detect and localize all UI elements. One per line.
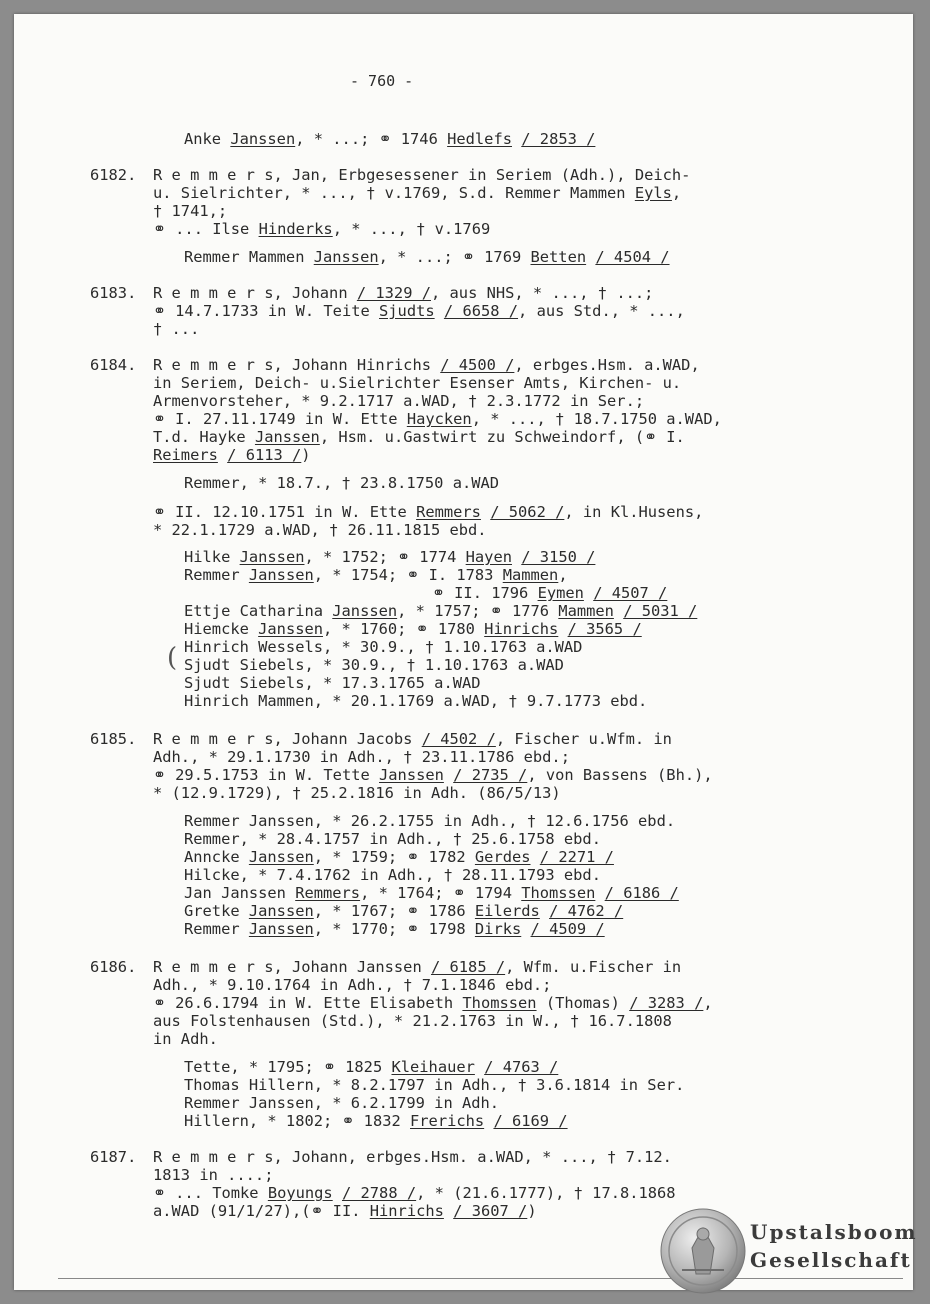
text-line: 1813 in ....; <box>153 1166 274 1184</box>
text-line: Hiemcke Janssen, * 1760; ⚭ 1780 Hinrichs / 3565 / <box>184 620 642 638</box>
text-line: in Seriem, Deich- u.Sielrichter Esenser Amts, Kirchen- u. <box>153 374 682 392</box>
text-line: Anncke Janssen, * 1759; ⚭ 1782 Gerdes / 2271 / <box>184 848 614 866</box>
text-line: Hilcke, * 7.4.1762 in Adh., † 28.11.1793 ebd. <box>184 866 601 884</box>
text-line: Reimers / 6113 /) <box>153 446 311 464</box>
entry-number: 6186. <box>90 958 137 976</box>
text-line: Sjudt Siebels, * 17.3.1765 a.WAD <box>184 674 481 692</box>
text-line: R e m m e r s, Jan, Erbgesessener in Seriem (Adh.), Deich- <box>153 166 691 184</box>
text-line: Thomas Hillern, * 8.2.1797 in Adh., † 3.6.1814 in Ser. <box>184 1076 685 1094</box>
text-line: Jan Janssen Remmers, * 1764; ⚭ 1794 Thomssen / 6186 / <box>184 884 679 902</box>
text-line: R e m m e r s, Johann Janssen / 6185 /, Wfm. u.Fischer in <box>153 958 682 976</box>
bracket-mark: ( <box>167 643 178 673</box>
text-line: ⚭ 29.5.1753 in W. Tette Janssen / 2735 /, von Bassens (Bh.), <box>153 766 713 784</box>
text-line: ⚭ 26.6.1794 in W. Ette Elisabeth Thomssen (Thomas) / 3283 /, <box>153 994 713 1012</box>
page-number: - 760 - <box>350 72 414 90</box>
text-line: ⚭ ... Tomke Boyungs / 2788 /, * (21.6.1777), † 17.8.1868 <box>153 1184 676 1202</box>
text-line: Hillern, * 1802; ⚭ 1832 Frerichs / 6169 / <box>184 1112 568 1130</box>
text-line: Remmer Janssen, * 6.2.1799 in Adh. <box>184 1094 500 1112</box>
footer-rule <box>58 1278 903 1279</box>
text-line: † 1741,; <box>153 202 228 220</box>
text-line: R e m m e r s, Johann / 1329 /, aus NHS, * ..., † ...; <box>153 284 654 302</box>
text-line: * (12.9.1729), † 25.2.1816 in Adh. (86/5/13) <box>153 784 561 802</box>
organization-name-line1: Upstalsboom <box>750 1220 918 1244</box>
entry-number: 6185. <box>90 730 137 748</box>
text-line: in Adh. <box>153 1030 218 1048</box>
text-line: * 22.1.1729 a.WAD, † 26.11.1815 ebd. <box>153 521 487 539</box>
text-line: R e m m e r s, Johann Jacobs / 4502 /, Fischer u.Wfm. in <box>153 730 672 748</box>
text-line: Tette, * 1795; ⚭ 1825 Kleihauer / 4763 / <box>184 1058 559 1076</box>
text-line: ⚭ II. 12.10.1751 in W. Ette Remmers / 5062 /, in Kl.Husens, <box>153 503 704 521</box>
text-line: Armenvorsteher, * 9.2.1717 a.WAD, † 2.3.1772 in Ser.; <box>153 392 645 410</box>
text-line: Hinrich Wessels, * 30.9., † 1.10.1763 a.WAD <box>184 638 583 656</box>
text-line: Anke Janssen, * ...; ⚭ 1746 Hedlefs / 2853 / <box>184 130 596 148</box>
text-line: Remmer Janssen, * 1770; ⚭ 1798 Dirks / 4509 / <box>184 920 605 938</box>
text-line: u. Sielrichter, * ..., † v.1769, S.d. Remmer Mammen Eyls, <box>153 184 682 202</box>
text-line: Remmer, * 18.7., † 23.8.1750 a.WAD <box>184 474 500 492</box>
text-line: ⚭ 14.7.1733 in W. Teite Sjudts / 6658 /, aus Std., * ..., <box>153 302 685 320</box>
entry-number: 6184. <box>90 356 137 374</box>
entry-number: 6187. <box>90 1148 137 1166</box>
text-line: Remmer Mammen Janssen, * ...; ⚭ 1769 Betten / 4504 / <box>184 248 670 266</box>
text-line: T.d. Hayke Janssen, Hsm. u.Gastwirt zu Schweindorf, (⚭ I. <box>153 428 685 446</box>
upstalsboom-seal-icon <box>660 1208 746 1294</box>
text-line: Adh., * 9.10.1764 in Adh., † 7.1.1846 ebd.; <box>153 976 552 994</box>
text-line: a.WAD (91/1/27),(⚭ II. Hinrichs / 3607 /) <box>153 1202 537 1220</box>
text-line: Hinrich Mammen, * 20.1.1769 a.WAD, † 9.7.1773 ebd. <box>184 692 648 710</box>
text-line: aus Folstenhausen (Std.), * 21.2.1763 in W., † 16.7.1808 <box>153 1012 672 1030</box>
entry-number: 6182. <box>90 166 137 184</box>
entry-number: 6183. <box>90 284 137 302</box>
text-line: ⚭ I. 27.11.1749 in W. Ette Haycken, * ..., † 18.7.1750 a.WAD, <box>153 410 722 428</box>
text-line: Sjudt Siebels, * 30.9., † 1.10.1763 a.WAD <box>184 656 564 674</box>
text-line: Remmer Janssen, * 26.2.1755 in Adh., † 12.6.1756 ebd. <box>184 812 676 830</box>
document-page <box>14 14 918 1290</box>
organization-name-line2: Gesellschaft <box>750 1248 912 1272</box>
text-line: Gretke Janssen, * 1767; ⚭ 1786 Eilerds / 4762 / <box>184 902 624 920</box>
text-line: ⚭ II. 1796 Eymen / 4507 / <box>432 584 668 602</box>
text-line: Remmer Janssen, * 1754; ⚭ I. 1783 Mammen, <box>184 566 568 584</box>
text-line: Adh., * 29.1.1730 in Adh., † 23.11.1786 ebd.; <box>153 748 570 766</box>
text-line: Hilke Janssen, * 1752; ⚭ 1774 Hayen / 3150 / <box>184 548 596 566</box>
text-line: R e m m e r s, Johann Hinrichs / 4500 /, erbges.Hsm. a.WAD, <box>153 356 700 374</box>
text-line: Remmer, * 28.4.1757 in Adh., † 25.6.1758 ebd. <box>184 830 601 848</box>
text-line: † ... <box>153 320 200 338</box>
text-line: ⚭ ... Ilse Hinderks, * ..., † v.1769 <box>153 220 491 238</box>
text-line: Ettje Catharina Janssen, * 1757; ⚭ 1776 Mammen / 5031 / <box>184 602 698 620</box>
text-line: R e m m e r s, Johann, erbges.Hsm. a.WAD, * ..., † 7.12. <box>153 1148 672 1166</box>
